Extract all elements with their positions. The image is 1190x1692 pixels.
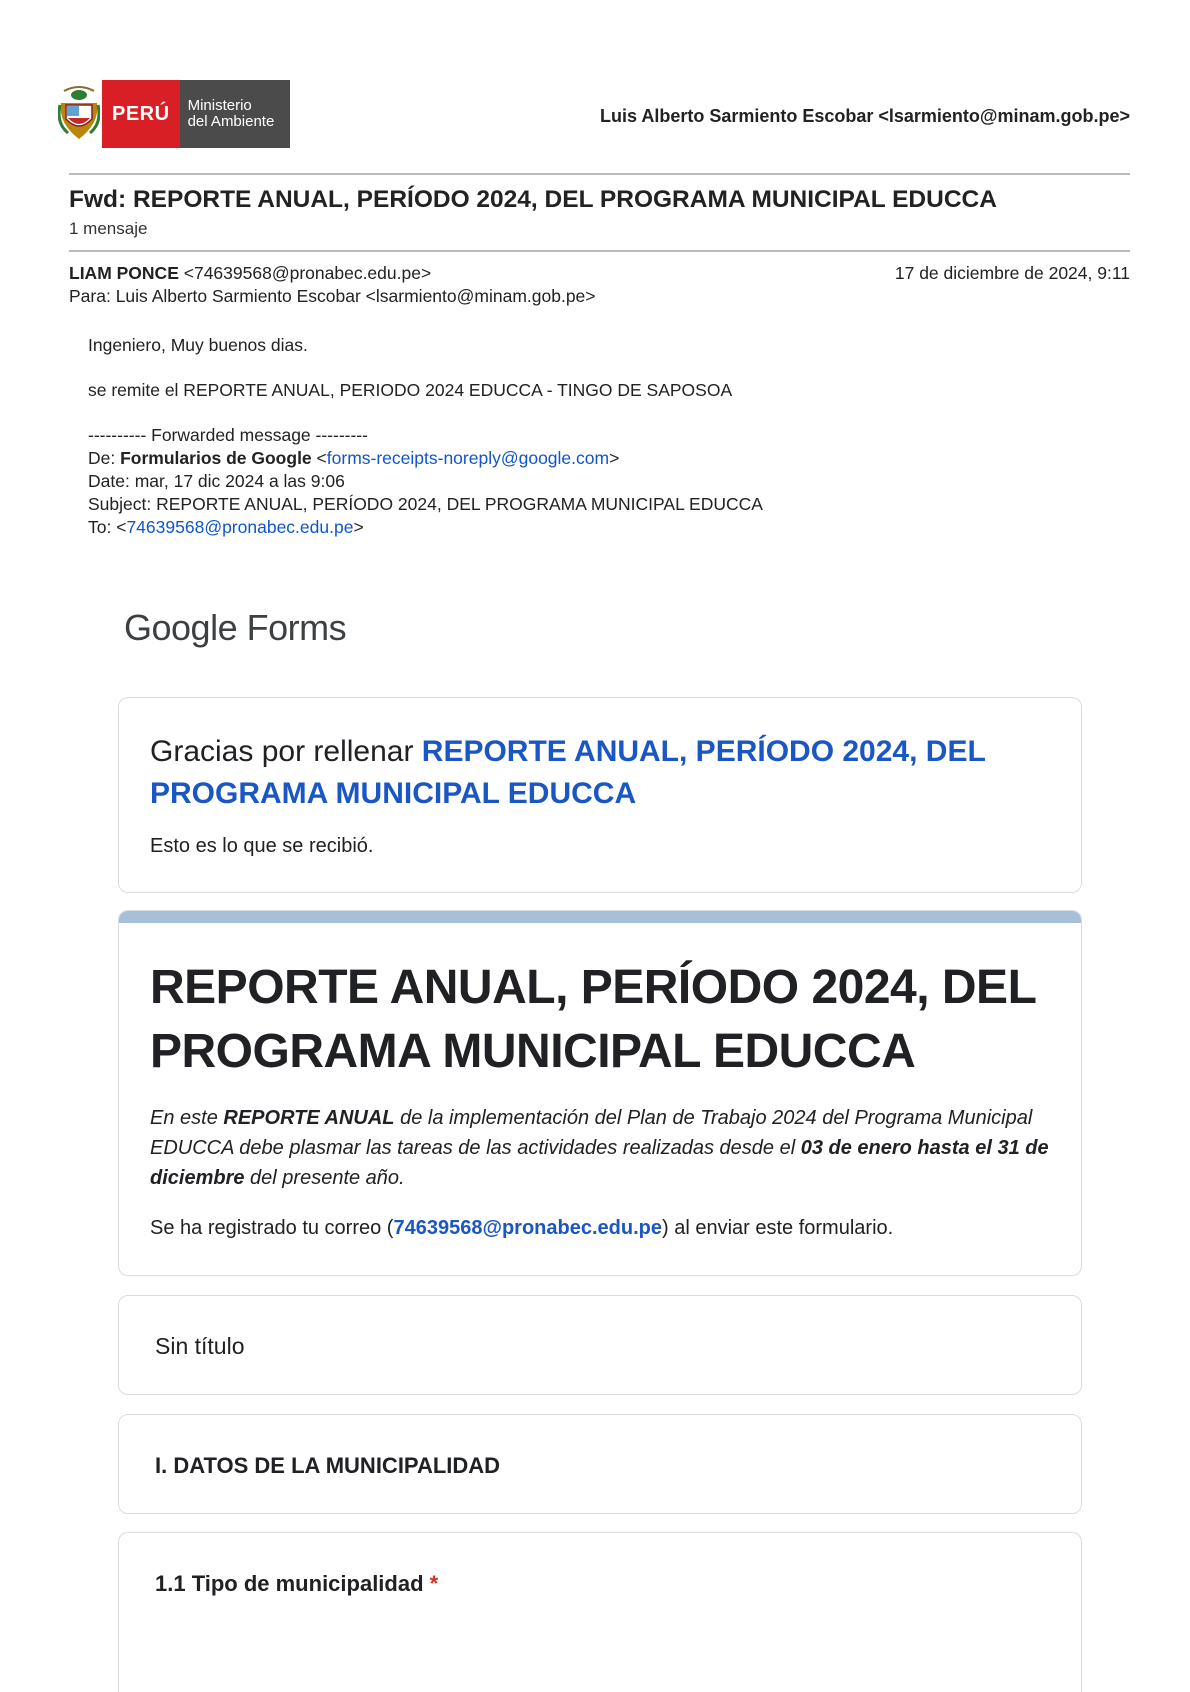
account-user: Luis Alberto Sarmiento Escobar <lsarmiento@minam.gob.pe>	[599, 106, 1130, 126]
forwarded-to-label: To:	[88, 517, 117, 537]
body-line: se remite el REPORTE ANUAL, PERIODO 2024 EDUCCA - TINGO DE SAPOSOA	[88, 380, 733, 400]
form-accent-bar	[119, 911, 1081, 923]
forwarded-from-name: Formularios de Google	[120, 448, 312, 468]
question-title	[155, 1571, 438, 1597]
thanks-prefix: Gracias por rellenar	[150, 735, 422, 768]
logo-ministry-line1: Ministerio	[187, 97, 252, 114]
forwarded-header: ---------- Forwarded message ---------	[88, 425, 368, 445]
google-forms-logo	[124, 607, 346, 649]
desc-bold: REPORTE ANUAL	[223, 1107, 395, 1129]
thanks-card	[118, 697, 1082, 893]
logo-ministry	[180, 80, 290, 148]
desc-part: del presente año.	[244, 1167, 405, 1189]
ministry-logo	[58, 80, 290, 148]
forwarded-subject: Subject: REPORTE ANUAL, PERÍODO 2024, DEL PROGRAMA MUNICIPAL EDUCCA	[88, 494, 763, 514]
forwarded-to: To: <74639568@pronabec.edu.pe>	[88, 517, 364, 537]
desc-part: En este	[150, 1107, 224, 1129]
question-card	[118, 1532, 1082, 1692]
divider	[69, 250, 1130, 252]
forwarded-from-email-link[interactable]: forms-receipts-noreply@google.com	[326, 448, 610, 468]
section-untitled-card	[118, 1295, 1082, 1395]
google-forms-logo-forms: Forms	[246, 607, 347, 648]
sender	[69, 263, 431, 284]
sender-email[interactable]: <74639568@pronabec.edu.pe>	[183, 263, 432, 283]
forwarded-to-email-link[interactable]: 74639568@pronabec.edu.pe	[126, 517, 354, 537]
forwarded-date: Date: mar, 17 dic 2024 a las 9:06	[88, 471, 345, 491]
coat-of-arms-icon	[58, 83, 100, 145]
section-municipality-card	[118, 1414, 1082, 1514]
section-untitled-title: Sin título	[155, 1333, 245, 1359]
divider	[69, 173, 1130, 175]
sender-name: LIAM PONCE	[69, 263, 179, 283]
forwarded-from-label: De:	[88, 448, 121, 468]
logo-ministry-line2: del Ambiente	[187, 113, 275, 130]
message-recipient: Para: Luis Alberto Sarmiento Escobar <lsarmiento@minam.gob.pe>	[69, 286, 596, 306]
reg-prefix: Se ha registrado tu correo (	[150, 1217, 394, 1239]
message-count: 1 mensaje	[69, 219, 148, 238]
question-label: 1.1 Tipo de municipalidad	[155, 1571, 424, 1596]
reg-suffix: ) al enviar este formulario.	[661, 1217, 894, 1239]
desc-bold: 03 de enero hasta el 31 de diciembre	[150, 1137, 1049, 1189]
form-title: REPORTE ANUAL, PERÍODO 2024, DEL PROGRAMA MUNICIPAL EDUCCA	[150, 961, 1036, 1078]
thread-subject: Fwd: REPORTE ANUAL, PERÍODO 2024, DEL PROGRAMA MUNICIPAL EDUCCA	[69, 186, 997, 213]
greeting: Ingeniero, Muy buenos dias.	[88, 335, 308, 355]
desc-part: de la implementación del Plan de Trabajo 2024 del Programa Municipal EDUCCA debe plasmar las tareas de las actividades realizadas desde el	[150, 1107, 1033, 1159]
logo-country: PERÚ	[102, 80, 180, 148]
received-note: Esto es lo que se recibió.	[150, 835, 374, 857]
form-header-card	[118, 910, 1082, 1276]
section-municipality-title: I. DATOS DE LA MUNICIPALIDAD	[155, 1453, 501, 1478]
form-description	[150, 1103, 1060, 1193]
message-date: 17 de diciembre de 2024, 9:11	[894, 263, 1130, 283]
google-forms-logo-google: Google	[124, 607, 238, 648]
thanks-message	[150, 731, 1030, 815]
registered-email[interactable]: 74639568@pronabec.edu.pe	[393, 1217, 662, 1239]
forwarded-from: De: Formularios de Google <forms-receipts-noreply@google.com>	[88, 448, 620, 468]
required-mark: *	[429, 1571, 439, 1596]
registered-email-note	[150, 1217, 893, 1240]
form-title-link[interactable]: REPORTE ANUAL, PERÍODO 2024, DEL PROGRAMA MUNICIPAL EDUCCA	[150, 735, 986, 810]
